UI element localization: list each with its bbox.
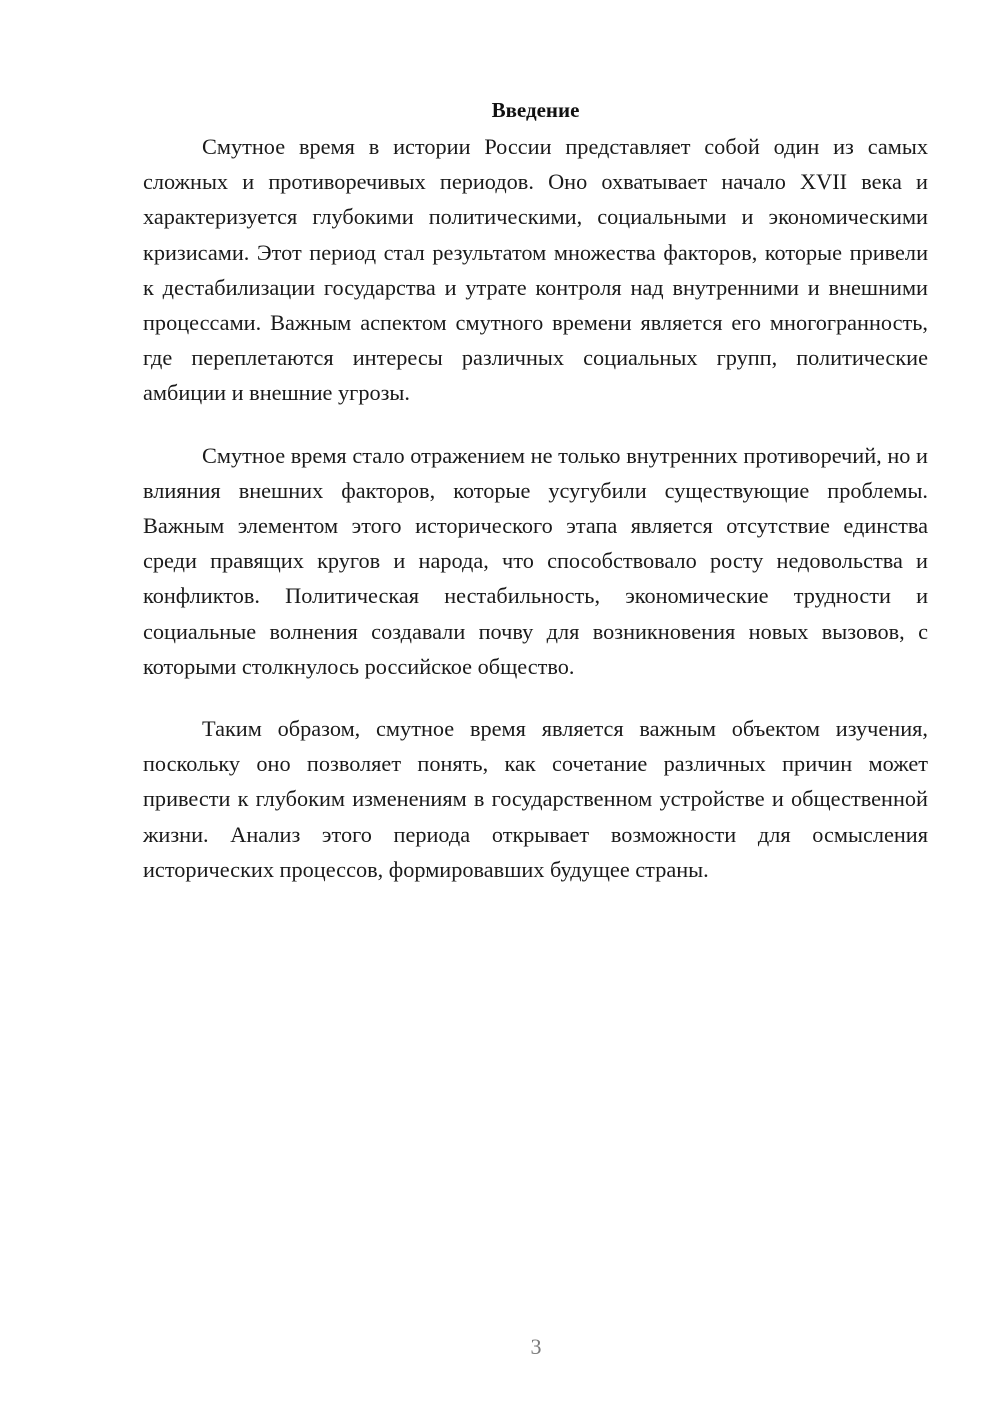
section-heading: Введение: [491, 98, 580, 122]
paragraph-1: Смутное время в истории России представляет собой один из самых сложных и противоречивых периодов. Оно охватывает начало XVII века и характеризуется глубокими политическими, социальными и экономическими кризисами. Этот период стал результатом множества факторов, которые привели к дестабилизации государства и утрате контроля над внутренними и внешними процессами. Важным аспектом смутного времени является его многогранность, где переплетаются интересы различных социальных групп, политические амбиции и внешние угрозы.: [143, 134, 928, 406]
paragraph-2: Смутное время стало отражением не только внутренних противоречий, но и влияния внешних факторов, которые усугубили существующие проблемы. Важным элементом этого исторического этапа является отсутствие единства среди правящих кругов и народа, что способствовало росту недовольства и конфликтов. Политическая нестабильность, экономические трудности и социальные волнения создавали почву для возникновения новых вызовов, с которыми столкнулось российское общество.: [143, 442, 928, 679]
page-number: 3: [530, 1334, 542, 1359]
page-content: [143, 93, 928, 887]
paragraph-3: Таким образом, смутное время является важным объектом изучения, поскольку оно позволяет понять, как сочетание различных причин может привести к глубоким изменениям в государственном устройстве и общественной жизни. Анализ этого периода открывает возможности для осмысления исторических процессов, формировавших будущее страны.: [143, 716, 928, 882]
